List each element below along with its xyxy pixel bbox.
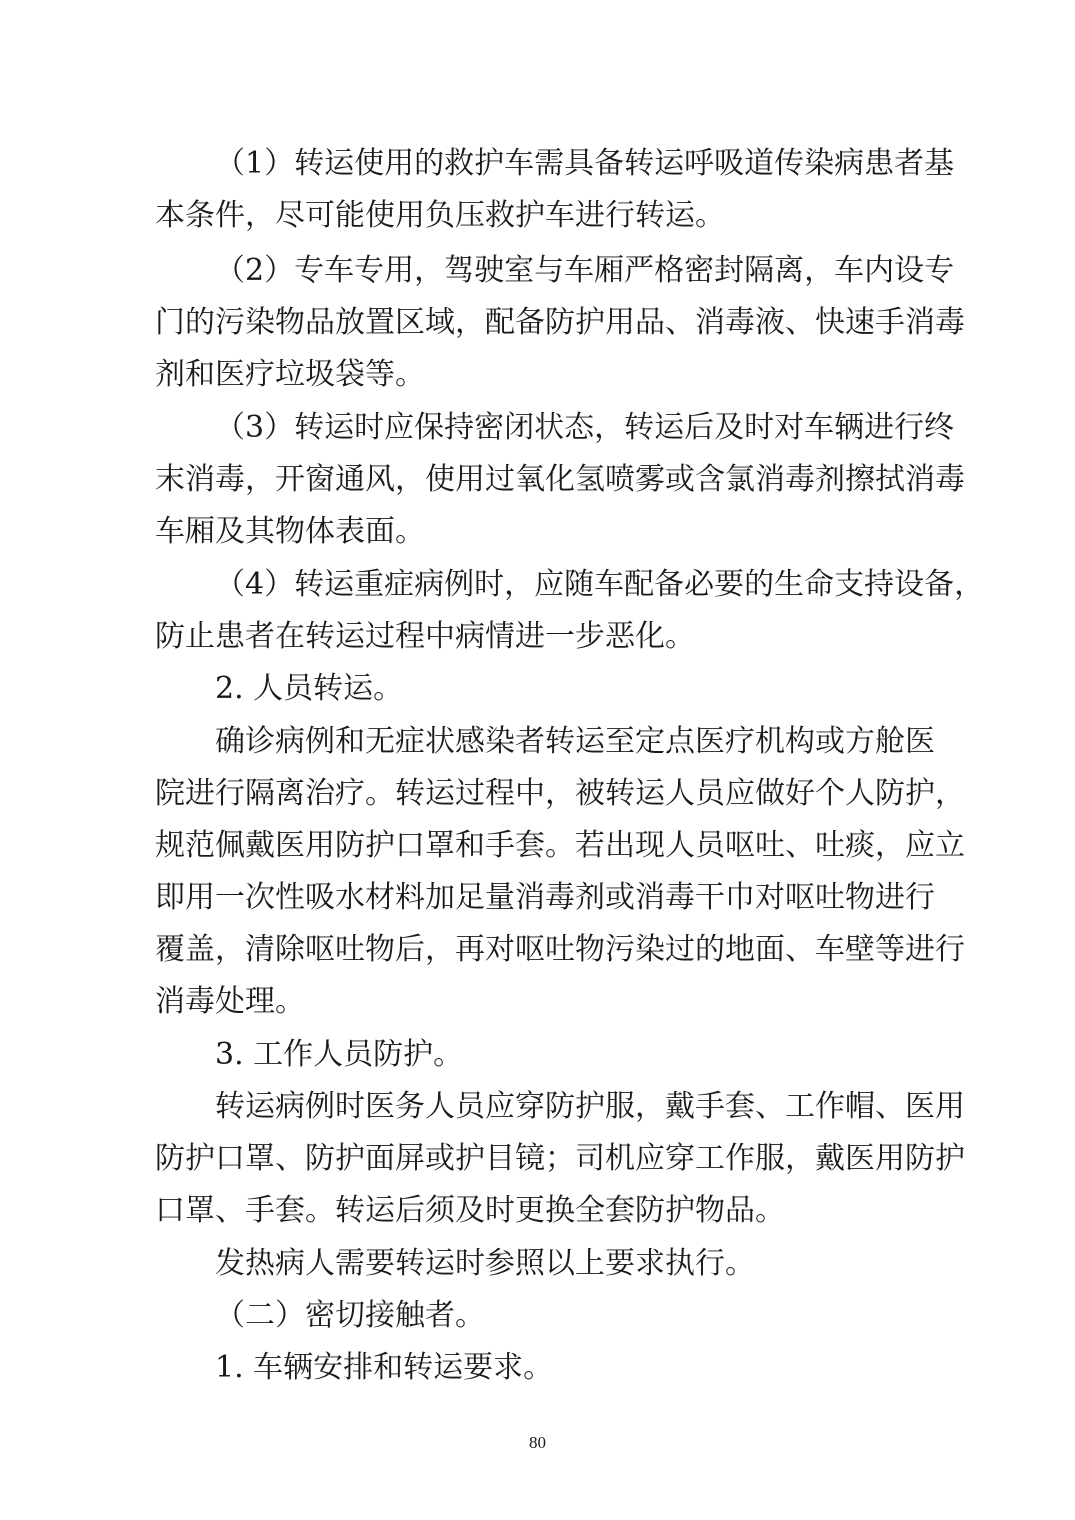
text-line: 覆盖，清除呕吐物后，再对呕吐物污染过的地面、车壁等进行 [155, 932, 965, 967]
text-line: 即用一次性吸水材料加足量消毒剂或消毒干巾对呕吐物进行 [155, 880, 935, 915]
text-line: （3）转运时应保持密闭状态，转运后及时对车辆进行终 [215, 410, 955, 445]
section-heading: （二）密切接触者。 [215, 1298, 485, 1333]
page-number: 80 [529, 1433, 546, 1452]
section-heading: 3. 工作人员防护。 [215, 1037, 464, 1072]
text-line: 剂和医疗垃圾袋等。 [155, 357, 425, 392]
text-line: 院进行隔离治疗。转运过程中，被转运人员应做好个人防护， [155, 776, 965, 811]
text-line: 本条件，尽可能使用负压救护车进行转运。 [155, 198, 725, 233]
text-line: 发热病人需要转运时参照以上要求执行。 [215, 1246, 755, 1281]
section-heading: 2. 人员转运。 [215, 671, 404, 706]
text-line: （4）转运重症病例时，应随车配备必要的生命支持设备， [215, 567, 985, 602]
text-line: 口罩、手套。转运后须及时更换全套防护物品。 [155, 1193, 785, 1228]
section-heading: 1. 车辆安排和转运要求。 [215, 1350, 554, 1385]
text-line: 车厢及其物体表面。 [155, 514, 425, 549]
text-line: 防护口罩、防护面屏或护目镜；司机应穿工作服，戴医用防护 [155, 1141, 965, 1176]
text-line: （2）专车专用，驾驶室与车厢严格密封隔离，车内设专 [215, 253, 955, 288]
text-line: （1）转运使用的救护车需具备转运呼吸道传染病患者基 [215, 146, 955, 181]
text-line: 门的污染物品放置区域，配备防护用品、消毒液、快速手消毒 [155, 305, 965, 340]
text-line: 消毒处理。 [155, 984, 305, 1019]
text-line: 防止患者在转运过程中病情进一步恶化。 [155, 619, 695, 654]
text-line: 规范佩戴医用防护口罩和手套。若出现人员呕吐、吐痰，应立 [155, 828, 965, 863]
text-line: 转运病例时医务人员应穿防护服，戴手套、工作帽、医用 [215, 1089, 965, 1124]
text-line: 确诊病例和无症状感染者转运至定点医疗机构或方舱医 [215, 724, 935, 759]
text-line: 末消毒，开窗通风，使用过氧化氢喷雾或含氯消毒剂擦拭消毒 [155, 462, 965, 497]
